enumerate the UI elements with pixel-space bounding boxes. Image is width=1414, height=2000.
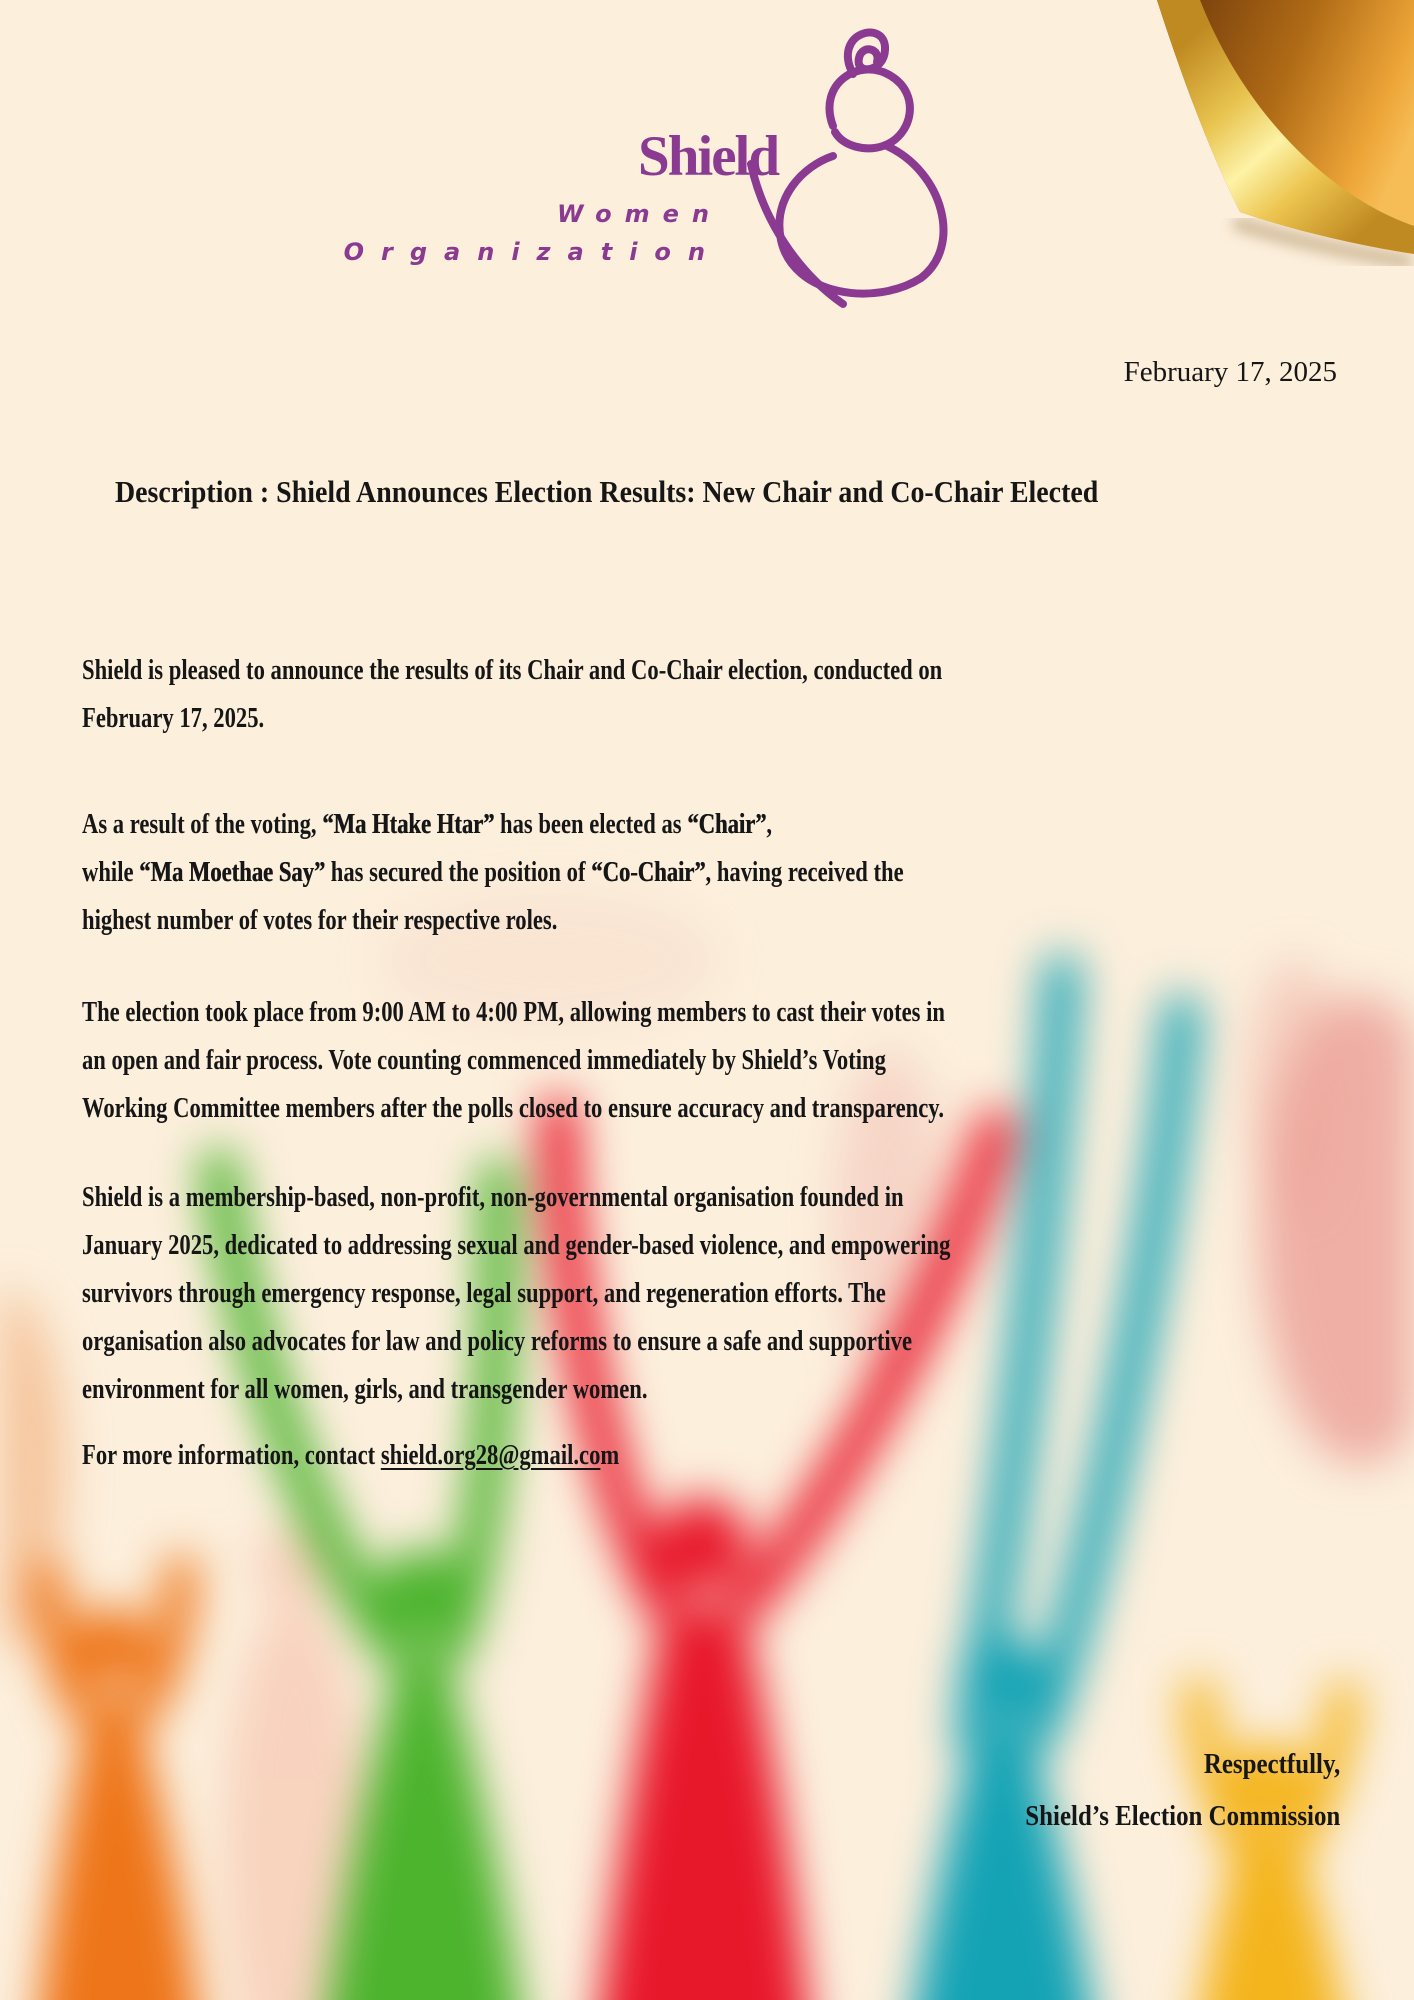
paragraph-contact: For more information, contact shield.org28@gmail.com xyxy=(82,1439,620,1471)
woman-silhouette-orange-icon xyxy=(30,1572,208,2000)
paragraph-announcement: Shield is pleased to announce the results of its Chair and Co-Chair election, conducted on February 17, 2025. xyxy=(82,654,943,734)
logo-subtitle-women: Women xyxy=(556,200,722,228)
pink-edge-blob-2 xyxy=(1247,960,1343,1220)
paragraph-process: The election took place from 9:00 AM to 4:00 PM, allowing members to cast their votes in an open and fair process. Vote counting commenced immediately by Shield’s Voting Working Committee members after the polls closed to ensure accuracy and transparency. xyxy=(82,996,945,1124)
letter-date: February 17, 2025 xyxy=(1123,356,1337,388)
signature-closing: Respectfully, xyxy=(1203,1748,1340,1780)
logo-woman-figure-icon xyxy=(735,14,975,314)
signature-block xyxy=(1025,1738,1340,1842)
logo-subtitle-organization: Organization xyxy=(343,238,722,266)
email-link[interactable]: shield.org28@gmail.co xyxy=(380,1439,601,1471)
paragraph-results: As a result of the voting, “Ma Htake Htar” has been elected as “Chair”, while “Ma Moethae Say” has secured the position of “Co-Chair”, having received the highest number of votes for their respective roles. xyxy=(82,808,904,936)
signature-sender: Shield’s Election Commission xyxy=(1024,1800,1340,1832)
letter-subject: Description : Shield Announces Election Results: New Chair and Co-Chair Elected xyxy=(115,474,1099,509)
paragraph-about: Shield is a membership-based, non-profit, non-governmental organisation founded in January 2025, dedicated to addressing sexual and gender-based violence, and empowering survivors through emergency response, legal support, and regeneration efforts. The organisation also advocates for law and policy reforms to ensure a safe and supportive environment for all women, girls, and transgender women. xyxy=(82,1181,951,1405)
page-curl xyxy=(1100,0,1414,270)
logo-wordmark: Shield xyxy=(638,125,779,188)
